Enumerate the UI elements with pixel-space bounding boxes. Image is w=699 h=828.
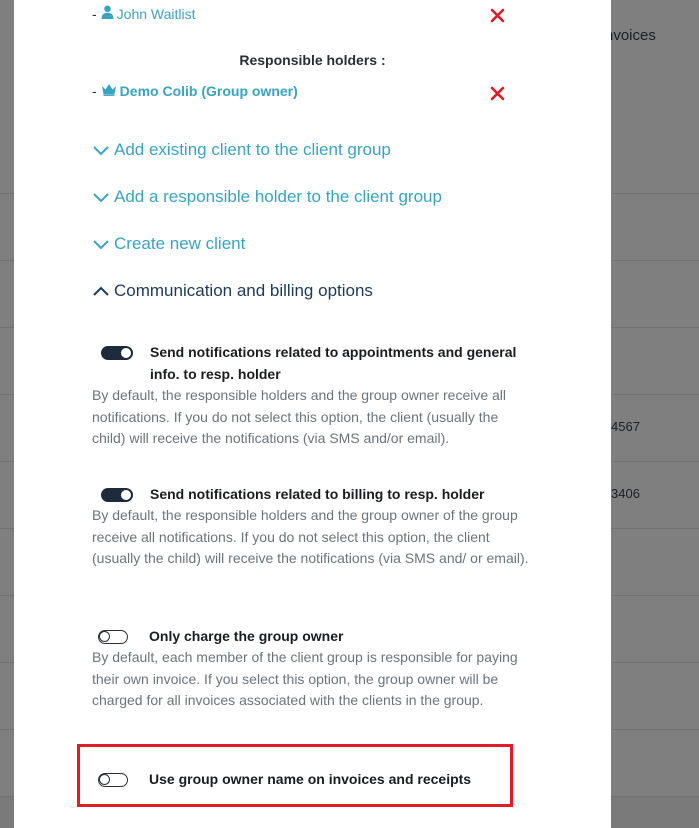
responsible-holders-title: Responsible holders : <box>239 52 386 68</box>
remove-responsible-holder-icon[interactable] <box>490 86 508 104</box>
chevron-down-icon <box>92 237 110 251</box>
member-name-link[interactable]: John Waitlist <box>116 5 196 22</box>
client-group-modal <box>14 0 611 828</box>
option-label: Send notifications related to appointments and general info. to resp. holder <box>150 344 517 382</box>
notify-billing-toggle[interactable] <box>103 488 133 502</box>
charge-group-owner-toggle[interactable] <box>98 630 128 644</box>
chevron-down-icon <box>92 190 110 204</box>
option-description: By default, the responsible holders and the group owner of the group receive all notifications. If you do not select this option, the client (usually the child) will receive the notifications (via SMS and/ or email). <box>92 507 529 566</box>
crown-icon <box>101 83 117 99</box>
responsible-holder-item <box>92 83 298 99</box>
remove-member-icon[interactable] <box>490 8 508 26</box>
member-prefix: - <box>92 5 97 22</box>
option-label: Use group owner name on invoices and receipts <box>149 771 472 787</box>
option-notify-appointments <box>92 344 532 450</box>
option-label: Send notifications related to billing to resp. holder <box>150 486 485 502</box>
option-label: Only charge the group owner <box>149 628 344 644</box>
accordion-label: Communication and billing options <box>114 281 373 300</box>
notify-appointments-toggle[interactable] <box>103 346 133 360</box>
accordion-label: Create new client <box>114 234 246 253</box>
responsible-prefix: - <box>92 83 97 99</box>
option-notify-billing <box>92 486 532 570</box>
chevron-up-icon <box>92 284 110 298</box>
responsible-holder-name-link[interactable]: Demo Colib (Group owner) <box>119 83 298 99</box>
option-description: By default, the responsible holders and the group owner receive all notifications. If you do not select this option, the client (usually the child) will receive the notifications (via SMS and/or email). <box>92 387 507 446</box>
highlight-box <box>77 744 513 807</box>
option-charge-group-owner <box>92 628 532 712</box>
person-icon <box>101 5 114 22</box>
accordion-label: Add existing client to the client group <box>114 140 391 159</box>
chevron-down-icon <box>92 143 110 157</box>
option-description: By default, each member of the client group is responsible for paying their own invoice. If you select this option, the group owner will be charged for all invoices associated with the clients in the group. <box>92 649 518 708</box>
accordion-add-existing-client[interactable] <box>92 140 391 160</box>
accordion-create-new-client[interactable] <box>92 234 245 254</box>
member-item <box>92 5 196 22</box>
accordion-label: Add a responsible holder to the client group <box>114 187 442 206</box>
accordion-add-responsible-holder[interactable] <box>92 187 442 207</box>
accordion-communication-billing[interactable] <box>92 281 373 301</box>
